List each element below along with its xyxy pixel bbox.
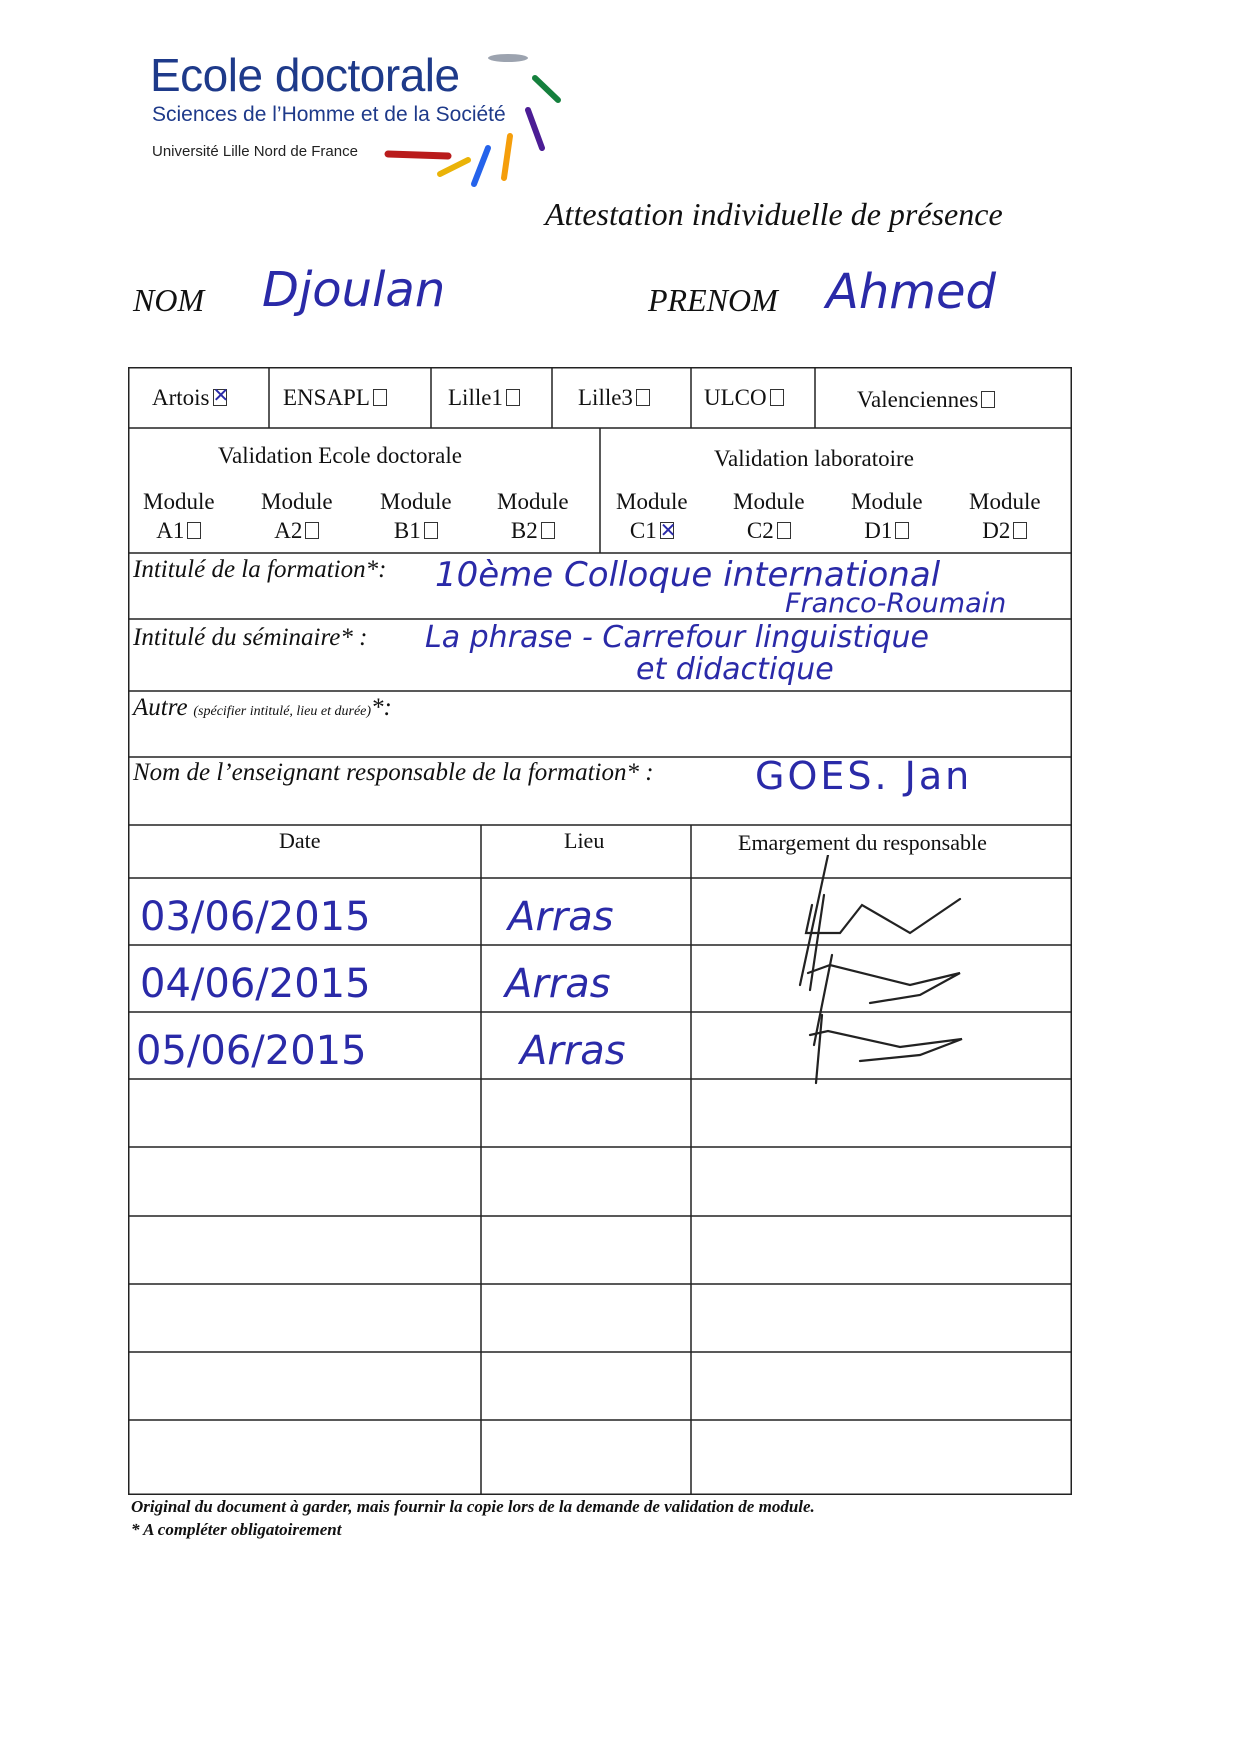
institution-valenciennes[interactable]: Valenciennes	[857, 387, 995, 413]
lille3-checkbox[interactable]	[636, 389, 650, 406]
row1-date[interactable]: 03/06/2015	[140, 894, 371, 940]
university-name: Université Lille Nord de France	[152, 143, 358, 160]
institution-ensapl[interactable]: ENSAPL	[283, 385, 387, 411]
row3-lieu[interactable]: Arras	[520, 1028, 626, 1074]
date-column-header: Date	[279, 828, 321, 853]
enseignant-value[interactable]: GOES. Jan	[755, 754, 973, 798]
nom-label: NOM	[133, 282, 205, 318]
c2-checkbox[interactable]	[777, 522, 791, 539]
module-a1[interactable]: Module A1	[143, 489, 215, 543]
a2-checkbox[interactable]	[305, 522, 319, 539]
emargement-column-header: Emargement du responsable	[738, 830, 987, 855]
module-c2[interactable]: Module C2	[733, 489, 805, 543]
artois-checkbox[interactable]	[213, 389, 227, 406]
row1-lieu[interactable]: Arras	[508, 894, 614, 940]
row2-date[interactable]: 04/06/2015	[140, 961, 371, 1007]
b2-checkbox[interactable]	[541, 522, 555, 539]
row3-date[interactable]: 05/06/2015	[136, 1028, 367, 1074]
formation-value[interactable]: 10ème Colloque international	[435, 555, 941, 595]
seminaire-value[interactable]: La phrase - Carrefour linguistique	[425, 620, 929, 655]
validation-labo-header: Validation laboratoire	[714, 446, 914, 471]
seminaire-label: Intitulé du séminaire* :	[133, 624, 368, 651]
school-subtitle: Sciences de l’Homme et de la Société	[152, 103, 506, 126]
module-b1[interactable]: Module B1	[380, 489, 452, 543]
ensapl-checkbox[interactable]	[373, 389, 387, 406]
autre-field[interactable]: Autre (spécifier intitulé, lieu et durée)*:	[133, 694, 392, 721]
module-d2[interactable]: Module D2	[969, 489, 1041, 543]
a1-checkbox[interactable]	[187, 522, 201, 539]
institution-ulco[interactable]: ULCO	[704, 385, 784, 411]
institution-lille1[interactable]: Lille1	[448, 385, 520, 411]
b1-checkbox[interactable]	[424, 522, 438, 539]
logo-brushstrokes-icon	[380, 50, 580, 190]
module-d1[interactable]: Module D1	[851, 489, 923, 543]
lieu-column-header: Lieu	[564, 828, 605, 853]
d2-checkbox[interactable]	[1013, 522, 1027, 539]
seminaire-value-line2[interactable]: et didactique	[636, 652, 834, 687]
responsable-signature	[770, 855, 970, 1095]
module-b2[interactable]: Module B2	[497, 489, 569, 543]
institution-lille3[interactable]: Lille3	[578, 385, 650, 411]
footer-note: Original du document à garder, mais fournir la copie lors de la demande de validation de module.	[131, 1497, 815, 1516]
prenom-label: PRENOM	[648, 282, 778, 318]
institution-artois[interactable]: Artois✕	[152, 385, 227, 411]
footer-required: * A compléter obligatoirement	[131, 1520, 342, 1539]
c1-checkbox[interactable]	[660, 522, 674, 539]
valenciennes-checkbox[interactable]	[981, 391, 995, 408]
enseignant-label: Nom de l’enseignant responsable de la formation* :	[133, 759, 654, 786]
prenom-value: Ahmed	[826, 264, 997, 320]
formation-value-line2[interactable]: Franco-Roumain	[785, 588, 1007, 619]
document-title: Attestation individuelle de présence	[545, 196, 1003, 232]
row2-lieu[interactable]: Arras	[505, 961, 611, 1007]
ulco-checkbox[interactable]	[770, 389, 784, 406]
formation-label: Intitulé de la formation*:	[133, 556, 387, 583]
module-c1[interactable]: Module C1✕	[616, 487, 688, 545]
d1-checkbox[interactable]	[895, 522, 909, 539]
module-a2[interactable]: Module A2	[261, 489, 333, 543]
lille1-checkbox[interactable]	[506, 389, 520, 406]
validation-ecole-header: Validation Ecole doctorale	[218, 443, 462, 468]
nom-value: Djoulan	[262, 262, 446, 318]
school-name: Ecole doctorale	[150, 49, 460, 101]
